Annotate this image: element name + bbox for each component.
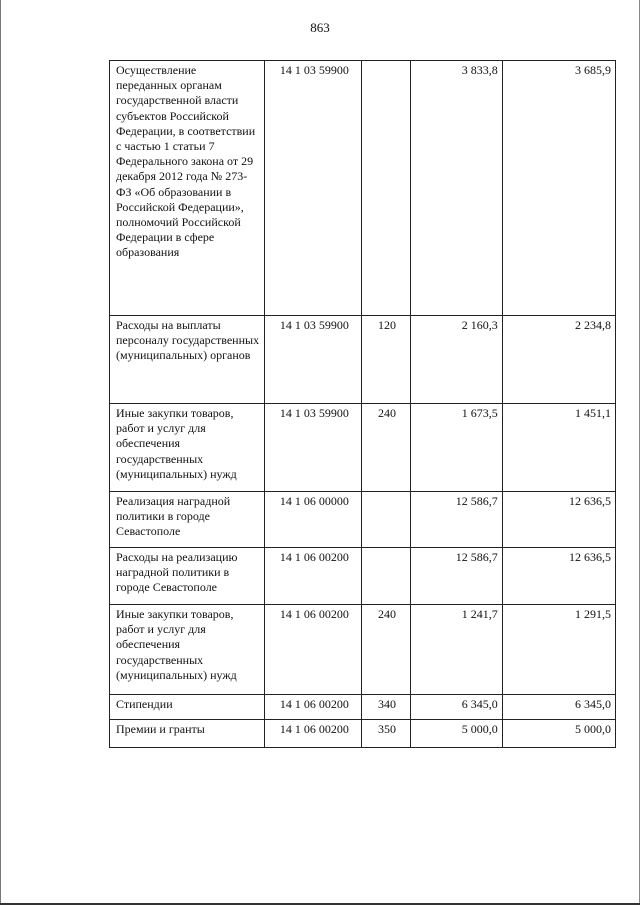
row-value-1: 5 000,0 (410, 720, 502, 748)
row-code: 14 1 06 00000 (265, 492, 362, 548)
table-row (110, 605, 616, 695)
budget-table (109, 60, 616, 748)
row-value-2: 6 345,0 (502, 695, 615, 720)
row-value-1: 3 833,8 (410, 61, 502, 316)
table-row (110, 695, 616, 720)
row-expense-type (362, 548, 410, 605)
row-name: Расходы на реализацию наградной политики в городе Севастополе (110, 548, 265, 605)
row-expense-type: 340 (362, 695, 410, 720)
table-row (110, 492, 616, 548)
row-name: Реализация наградной политики в городе Севастополе (110, 492, 265, 548)
row-expense-type (362, 61, 410, 316)
row-expense-type: 350 (362, 720, 410, 748)
row-value-1: 6 345,0 (410, 695, 502, 720)
row-code: 14 1 03 59900 (265, 61, 362, 316)
table-row (110, 61, 616, 316)
row-name: Иные закупки товаров, работ и услуг для обеспечения государственных (муниципальных) нужд (110, 404, 265, 492)
row-value-1: 12 586,7 (410, 492, 502, 548)
row-value-2: 5 000,0 (502, 720, 615, 748)
row-value-2: 3 685,9 (502, 61, 615, 316)
scan-left-edge (0, 0, 1, 905)
row-value-2: 2 234,8 (502, 316, 615, 404)
row-value-2: 12 636,5 (502, 548, 615, 605)
row-value-1: 1 241,7 (410, 605, 502, 695)
row-value-2: 12 636,5 (502, 492, 615, 548)
row-code: 14 1 06 00200 (265, 548, 362, 605)
row-expense-type (362, 492, 410, 548)
row-expense-type: 240 (362, 605, 410, 695)
row-code: 14 1 03 59900 (265, 404, 362, 492)
row-code: 14 1 03 59900 (265, 316, 362, 404)
row-expense-type: 120 (362, 316, 410, 404)
row-name: Премии и гранты (110, 720, 265, 748)
row-code: 14 1 06 00200 (265, 605, 362, 695)
row-name: Стипендии (110, 695, 265, 720)
row-value-2: 1 451,1 (502, 404, 615, 492)
row-name: Расходы на выплаты персоналу государственных (муниципальных) органов (110, 316, 265, 404)
table-row (110, 720, 616, 748)
row-value-2: 1 291,5 (502, 605, 615, 695)
table-row (110, 404, 616, 492)
row-name: Осуществление переданных органам государственной власти субъектов Российской Федерации, в соответствии с частью 1 статьи 7 Федерального закона от 29 декабря 2012 года № 273-ФЗ «Об образовании в Российской Федерации», полномочий Российской Федерации в сфере образования (110, 61, 265, 316)
row-code: 14 1 06 00200 (265, 720, 362, 748)
table-row (110, 316, 616, 404)
page-number: 863 (310, 20, 330, 35)
table-row (110, 548, 616, 605)
row-name: Иные закупки товаров, работ и услуг для обеспечения государственных (муниципальных) нужд (110, 605, 265, 695)
row-value-1: 2 160,3 (410, 316, 502, 404)
row-expense-type: 240 (362, 404, 410, 492)
row-code: 14 1 06 00200 (265, 695, 362, 720)
row-value-1: 1 673,5 (410, 404, 502, 492)
row-value-1: 12 586,7 (410, 548, 502, 605)
